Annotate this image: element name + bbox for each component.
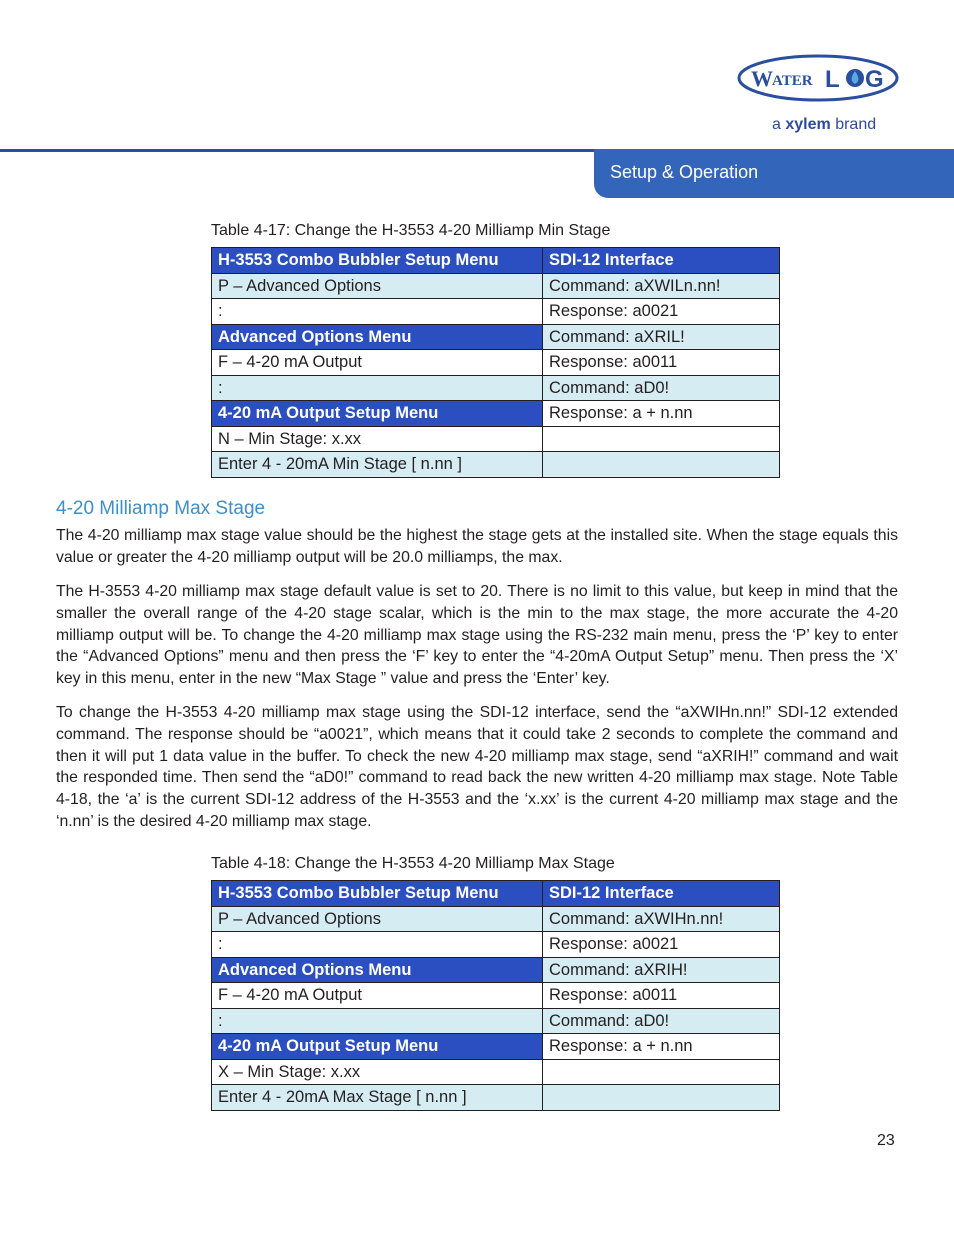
table-cell: Response: a0011 (543, 983, 780, 1009)
svg-text:L: L (825, 66, 840, 93)
table-cell: 4-20 mA Output Setup Menu (212, 401, 543, 427)
table-row (212, 957, 780, 983)
section-title: Setup & Operation (610, 162, 759, 182)
table-cell: H-3553 Combo Bubbler Setup Menu (212, 881, 543, 907)
table-cell: Enter 4 - 20mA Max Stage [ n.nn ] (212, 1085, 543, 1111)
table-row (212, 350, 780, 376)
table-cell: : (212, 299, 543, 325)
paragraph: To change the H-3553 4-20 milliamp max stage using the SDI-12 interface, send the “aXWIHn.nn!” SDI-12 extended command. The response should be “a0021”, which means that it could take 2 seconds to complete the command and then it will put 1 data value in the buffer. To check the new 4-20 milliamp max stage, send “aXRIH!” command and wait the responded time. Then send the “aD0!” command to read back the new written 4-20 milliamp max stage. Note Table 4-18, the ‘a’ is the current SDI-12 address of the H-3553 and the ‘x.xx’ is the current 4-20 milliamp max stage and the ‘n.nn’ is the desired 4-20 milliamp max stage. (56, 704, 898, 830)
table-cell (543, 1085, 780, 1111)
tagline-prefix: a (772, 116, 781, 133)
table-cell: Command: aXWIHn.nn! (543, 906, 780, 932)
section-heading: 4-20 Milliamp Max Stage (56, 498, 266, 519)
svg-text:G: G (865, 66, 884, 93)
table-row (212, 1085, 780, 1111)
table-cell: N – Min Stage: x.xx (212, 426, 543, 452)
table-cell: SDI-12 Interface (543, 881, 780, 907)
table-row (212, 881, 780, 907)
table-cell (543, 426, 780, 452)
table-row (212, 1008, 780, 1034)
section-tab (594, 149, 954, 198)
table-cell (543, 452, 780, 478)
table-cell: Command: aXWILn.nn! (543, 273, 780, 299)
table-cell: : (212, 932, 543, 958)
table-row (212, 1034, 780, 1060)
table-row (212, 983, 780, 1009)
table-row (212, 248, 780, 274)
table-cell: Response: a0021 (543, 299, 780, 325)
table1 (211, 247, 780, 478)
table-cell: : (212, 375, 543, 401)
table-cell: F – 4-20 mA Output (212, 983, 543, 1009)
table-row (212, 273, 780, 299)
table-cell: P – Advanced Options (212, 273, 543, 299)
table-cell: Advanced Options Menu (212, 957, 543, 983)
table-cell: 4-20 mA Output Setup Menu (212, 1034, 543, 1060)
table-row (212, 375, 780, 401)
table-cell: X – Min Stage: x.xx (212, 1059, 543, 1085)
table-cell: Command: aXRIH! (543, 957, 780, 983)
table2-caption: Table 4-18: Change the H-3553 4-20 Milliamp Max Stage (211, 855, 615, 872)
table-cell (543, 1059, 780, 1085)
waterlog-logo (737, 54, 899, 102)
table-row (212, 452, 780, 478)
table-row (212, 906, 780, 932)
svg-text:W: W (751, 66, 773, 91)
table-cell: Command: aD0! (543, 1008, 780, 1034)
table2 (211, 880, 780, 1111)
table-cell: Enter 4 - 20mA Min Stage [ n.nn ] (212, 452, 543, 478)
waterlog-logo-mark (737, 54, 899, 102)
table1-caption: Table 4-17: Change the H-3553 4-20 Milliamp Min Stage (211, 222, 611, 239)
brand-tagline (772, 116, 876, 134)
table-cell: Response: a + n.nn (543, 1034, 780, 1060)
page-number: 23 (877, 1132, 895, 1149)
table-row (212, 426, 780, 452)
table-cell: SDI-12 Interface (543, 248, 780, 274)
paragraph: The 4-20 milliamp max stage value should be the highest the stage gets at the installed site. When the stage equals this value or greater the 4-20 milliamp output will be 20.0 milliamps, the max. (56, 527, 898, 566)
tagline-suffix: brand (835, 116, 877, 133)
table-cell: : (212, 1008, 543, 1034)
table-cell: Command: aXRIL! (543, 324, 780, 350)
table-cell: Advanced Options Menu (212, 324, 543, 350)
table-row (212, 299, 780, 325)
table-cell: H-3553 Combo Bubbler Setup Menu (212, 248, 543, 274)
table-row (212, 401, 780, 427)
paragraph: The H-3553 4-20 milliamp max stage default value is set to 20. There is no limit to this value, but keep in mind that the smaller the overall range of the 4-20 stage scalar, which is the min to the max stage, the more accurate the 4-20 milliamp output will be. To change the 4-20 milliamp max stage using the RS-232 main menu, press the ‘P’ key to enter the “Advanced Options” menu and then press the ‘F’ key to enter the “4-20mA Output Setup” menu. Then press the ‘X’ key in this menu, enter in the new “Max Stage ” value and press the ‘Enter’ key. (56, 583, 898, 688)
table-cell: Response: a0021 (543, 932, 780, 958)
tagline-brand: xylem (785, 116, 831, 133)
table-cell: F – 4-20 mA Output (212, 350, 543, 376)
table-row (212, 932, 780, 958)
table-cell: P – Advanced Options (212, 906, 543, 932)
table-cell: Command: aD0! (543, 375, 780, 401)
table-row (212, 1059, 780, 1085)
table-cell: Response: a + n.nn (543, 401, 780, 427)
table-row (212, 324, 780, 350)
svg-text:ATER: ATER (772, 73, 813, 89)
table-cell: Response: a0011 (543, 350, 780, 376)
